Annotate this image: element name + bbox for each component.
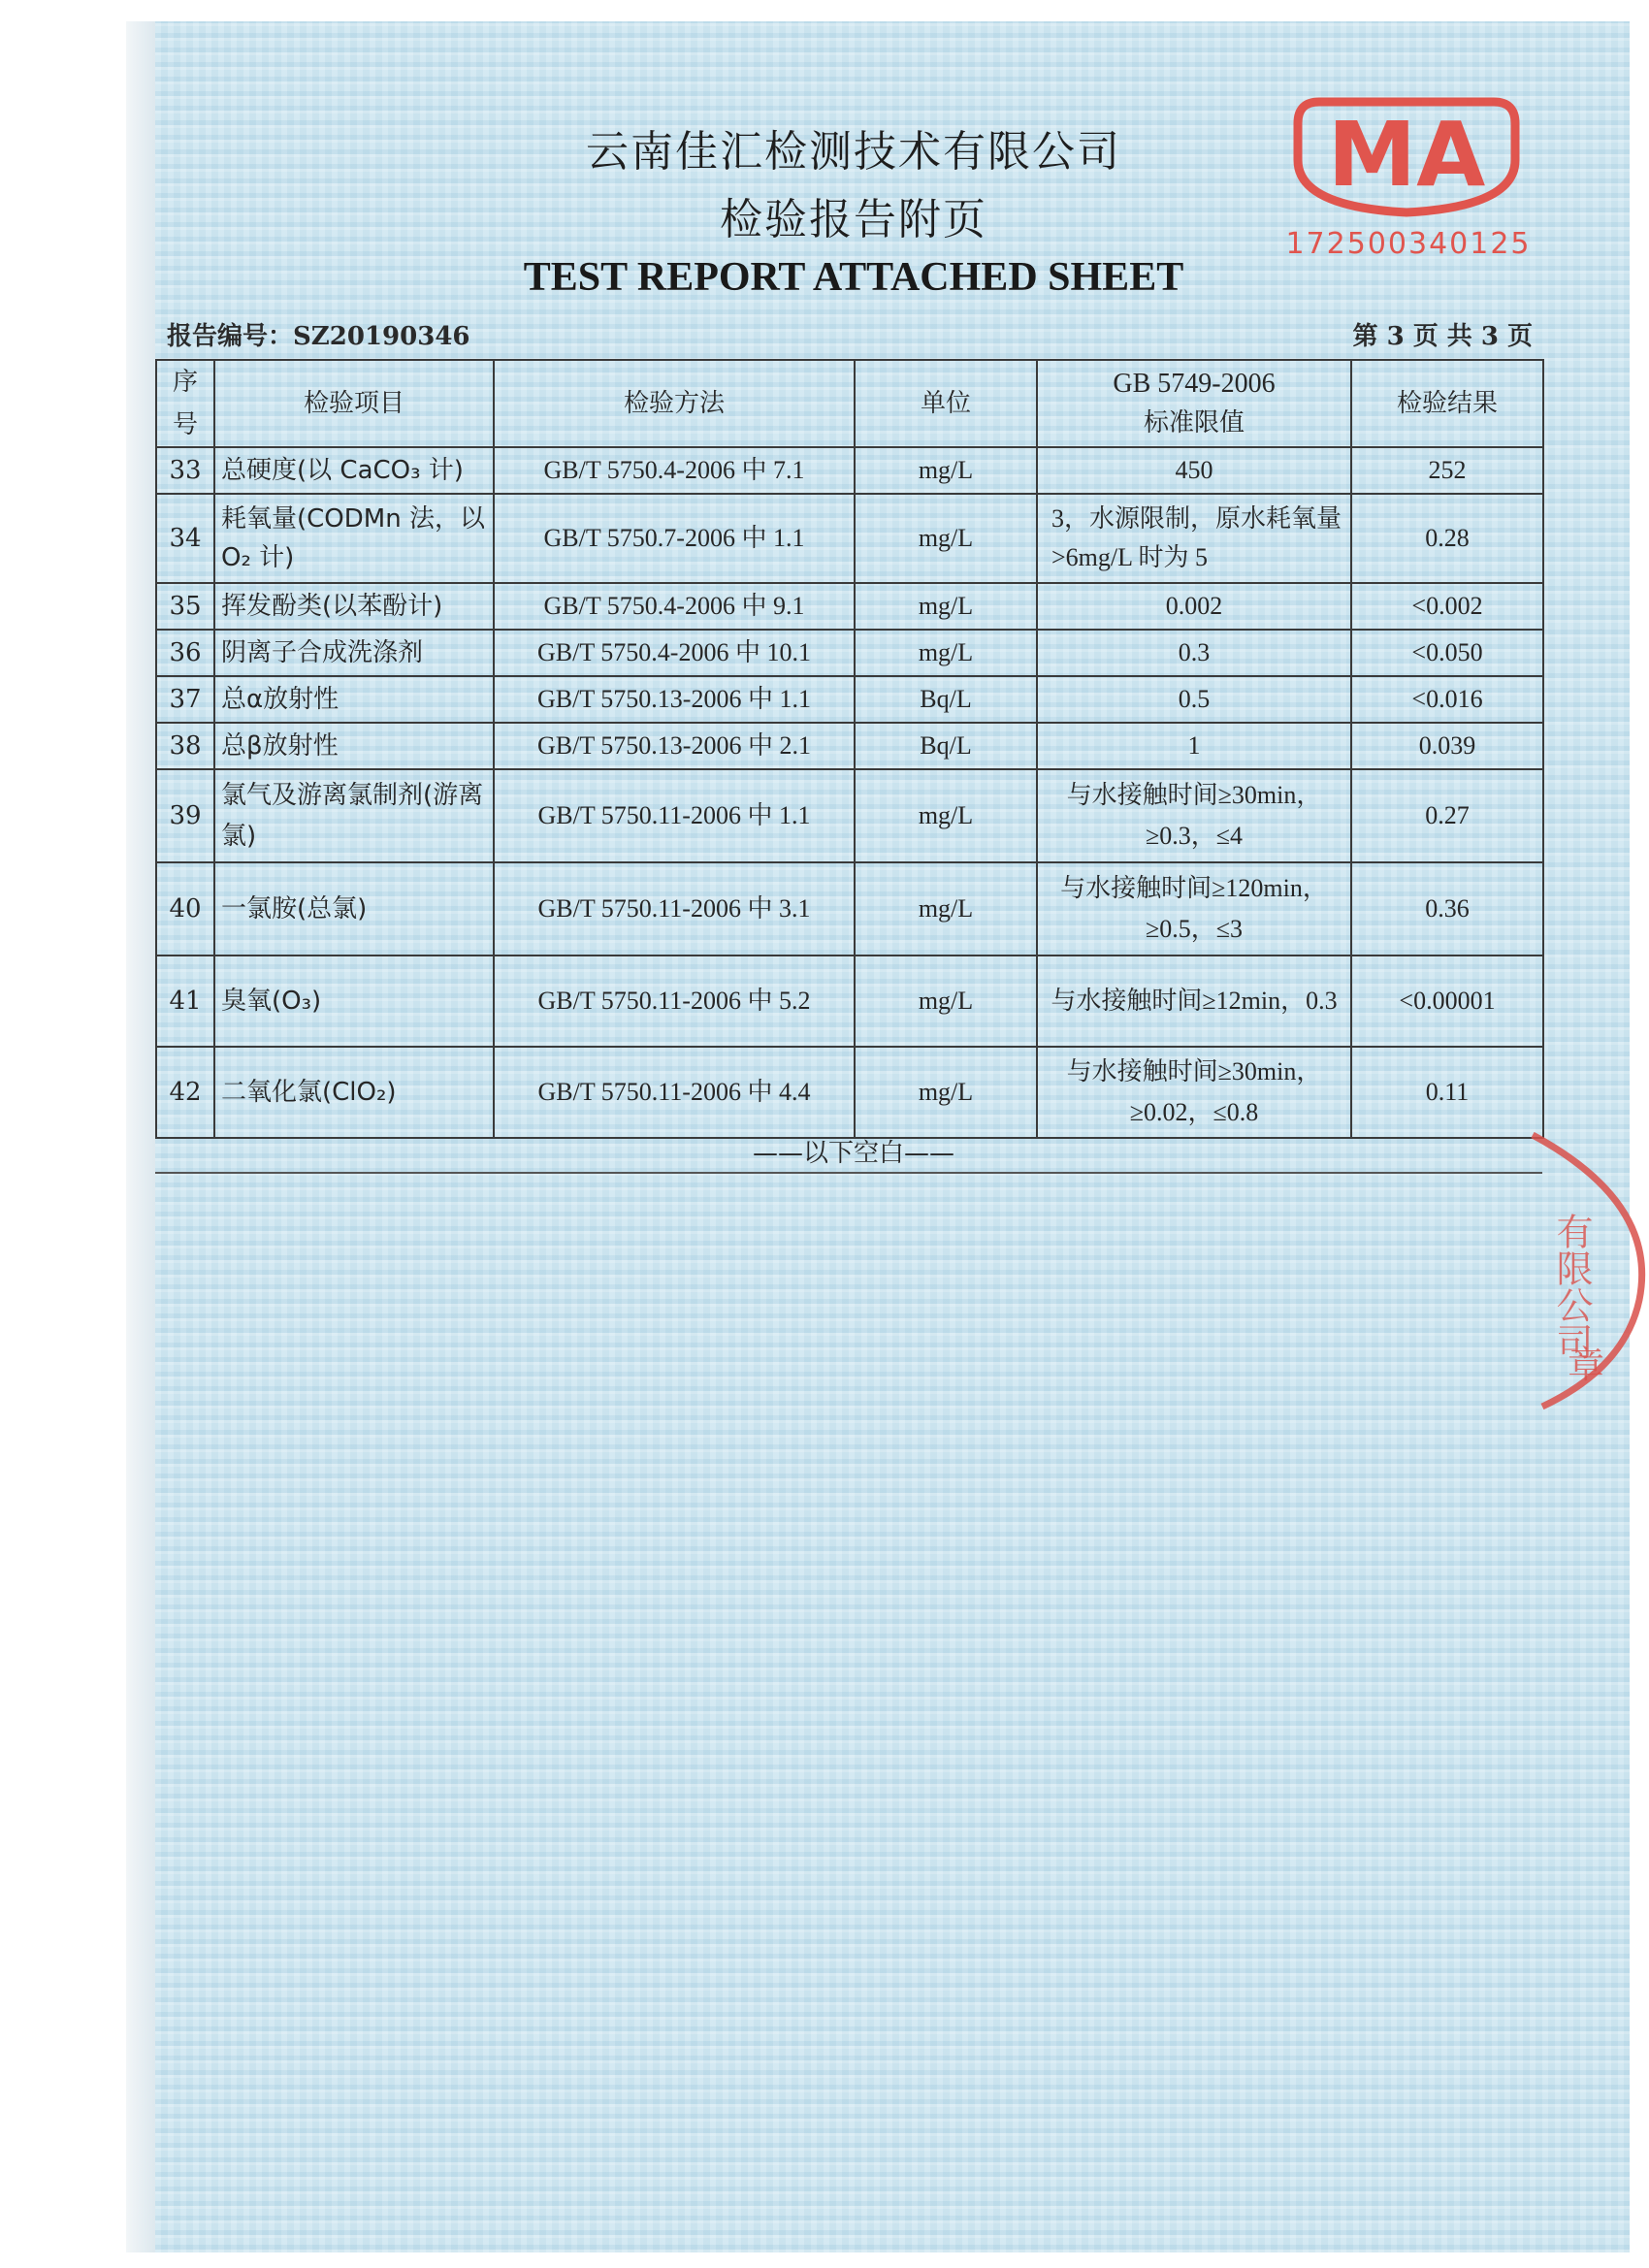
- cell-item: 二氧化氯(ClO₂): [214, 1047, 494, 1138]
- cell-item: 挥发酚类(以苯酚计): [214, 583, 494, 630]
- page-indicator: 第 3 页 共 3 页: [1352, 322, 1533, 351]
- cell-item: 臭氧(O₃): [214, 956, 494, 1047]
- cell-unit: mg/L: [855, 494, 1037, 583]
- cell-no: 38: [156, 723, 214, 769]
- cell-no: 40: [156, 862, 214, 956]
- cell-no: 42: [156, 1047, 214, 1138]
- report-number-value: SZ20190346: [293, 322, 470, 351]
- cell-result: 252: [1351, 447, 1543, 494]
- header-unit: 单位: [855, 360, 1037, 447]
- cell-result: <0.050: [1351, 630, 1543, 676]
- cell-method: GB/T 5750.11-2006 中 3.1: [494, 862, 855, 956]
- cell-method: GB/T 5750.7-2006 中 1.1: [494, 494, 855, 583]
- header-limit: [1037, 360, 1351, 447]
- cell-limit: 与水接触时间≥30min，≥0.3，≤4: [1037, 769, 1351, 862]
- table-row: [156, 723, 1543, 769]
- ma-stamp-icon: [1290, 92, 1523, 218]
- cell-result: 0.36: [1351, 862, 1543, 956]
- results-table: [155, 359, 1544, 1139]
- bottom-divider: [155, 1172, 1542, 1174]
- cell-item: 一氯胺(总氯): [214, 862, 494, 956]
- company-seal-icon: [1513, 1125, 1649, 1416]
- cell-unit: mg/L: [855, 956, 1037, 1047]
- cell-unit: mg/L: [855, 447, 1037, 494]
- cell-no: 35: [156, 583, 214, 630]
- cell-item: 氯气及游离氯制剂(游离氯): [214, 769, 494, 862]
- cell-item: 耗氧量(CODMn 法，以 O₂ 计): [214, 494, 494, 583]
- table-header-row: [156, 360, 1543, 447]
- cell-item: 阴离子合成洗涤剂: [214, 630, 494, 676]
- cell-limit: 450: [1037, 447, 1351, 494]
- cell-result: 0.27: [1351, 769, 1543, 862]
- cell-method: GB/T 5750.4-2006 中 7.1: [494, 447, 855, 494]
- header-no: 序号: [156, 360, 214, 447]
- table-row: [156, 630, 1543, 676]
- cell-unit: mg/L: [855, 769, 1037, 862]
- svg-text:MA: MA: [1327, 103, 1486, 207]
- cell-method: GB/T 5750.11-2006 中 1.1: [494, 769, 855, 862]
- cell-unit: mg/L: [855, 630, 1037, 676]
- table-row: [156, 494, 1543, 583]
- cell-unit: Bq/L: [855, 676, 1037, 723]
- cell-result: <0.002: [1351, 583, 1543, 630]
- svg-text:章: 章: [1568, 1344, 1605, 1386]
- cell-method: GB/T 5750.11-2006 中 5.2: [494, 956, 855, 1047]
- blank-below-notice: ——以下空白——: [752, 1139, 954, 1168]
- cell-unit: Bq/L: [855, 723, 1037, 769]
- report-subtitle: 检验报告附页: [720, 195, 987, 244]
- cell-method: GB/T 5750.13-2006 中 2.1: [494, 723, 855, 769]
- cell-limit: 1: [1037, 723, 1351, 769]
- header-result: 检验结果: [1351, 360, 1543, 447]
- company-name: 云南佳汇检测技术有限公司: [586, 127, 1121, 177]
- report-title-en: TEST REPORT ATTACHED SHEET: [523, 255, 1184, 300]
- cell-item: 总α放射性: [214, 676, 494, 723]
- report-number: [167, 316, 470, 352]
- cell-limit: 3，水源限制，原水耗氧量>6mg/L 时为 5: [1037, 494, 1351, 583]
- table-row: [156, 1047, 1543, 1138]
- cell-method: GB/T 5750.11-2006 中 4.4: [494, 1047, 855, 1138]
- cell-no: 36: [156, 630, 214, 676]
- cell-unit: mg/L: [855, 583, 1037, 630]
- cell-no: 41: [156, 956, 214, 1047]
- cell-limit: 与水接触时间≥120min，≥0.5，≤3: [1037, 862, 1351, 956]
- cell-limit: 与水接触时间≥30min，≥0.02，≤0.8: [1037, 1047, 1351, 1138]
- cell-limit: 0.5: [1037, 676, 1351, 723]
- header-limit-label: 标准限值: [1143, 408, 1245, 437]
- table-row: [156, 956, 1543, 1047]
- table-row: [156, 862, 1543, 956]
- cell-unit: mg/L: [855, 862, 1037, 956]
- header-limit-standard: GB 5749-2006: [1113, 369, 1276, 399]
- ma-cert-number: 172500340125: [1285, 227, 1532, 261]
- header-item: 检验项目: [214, 360, 494, 447]
- cell-unit: mg/L: [855, 1047, 1037, 1138]
- cell-method: GB/T 5750.13-2006 中 1.1: [494, 676, 855, 723]
- table-row: [156, 769, 1543, 862]
- cell-limit: 0.002: [1037, 583, 1351, 630]
- cell-item: 总β放射性: [214, 723, 494, 769]
- cell-no: 33: [156, 447, 214, 494]
- header-method: 检验方法: [494, 360, 855, 447]
- table-row: [156, 447, 1543, 494]
- report-number-label: 报告编号：: [167, 322, 294, 351]
- cell-result: 0.28: [1351, 494, 1543, 583]
- cell-method: GB/T 5750.4-2006 中 9.1: [494, 583, 855, 630]
- cell-limit: 与水接触时间≥12min，0.3: [1037, 956, 1351, 1047]
- cell-limit: 0.3: [1037, 630, 1351, 676]
- cell-result: 0.039: [1351, 723, 1543, 769]
- table-row: [156, 676, 1543, 723]
- cell-no: 34: [156, 494, 214, 583]
- cell-result: <0.016: [1351, 676, 1543, 723]
- cell-no: 39: [156, 769, 214, 862]
- cell-result: <0.00001: [1351, 956, 1543, 1047]
- table-row: [156, 583, 1543, 630]
- cell-item: 总硬度(以 CaCO₃ 计): [214, 447, 494, 494]
- cell-method: GB/T 5750.4-2006 中 10.1: [494, 630, 855, 676]
- cell-no: 37: [156, 676, 214, 723]
- cell-result: 0.11: [1351, 1047, 1543, 1138]
- svg-text:有限公司: 有限公司: [1550, 1213, 1593, 1360]
